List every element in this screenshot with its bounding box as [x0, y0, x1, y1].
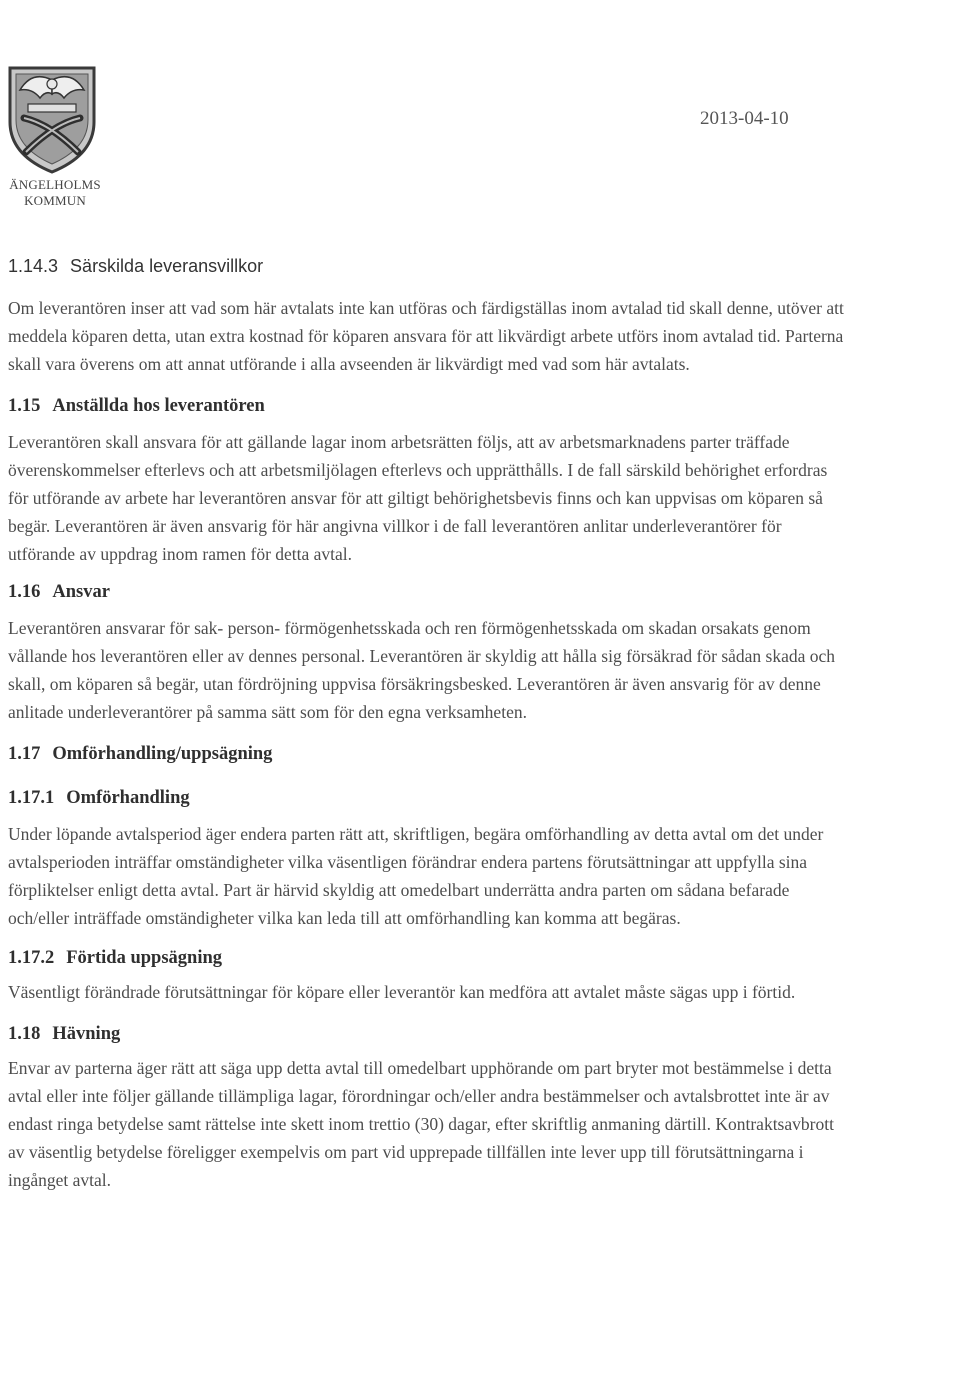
document-date: 2013-04-10 — [700, 108, 789, 129]
section-heading-1-17-2 — [8, 948, 848, 974]
section-title: Ansvar — [52, 582, 110, 602]
section-heading-1-18 — [8, 1024, 848, 1050]
section-title: Omförhandling/uppsägning — [52, 744, 273, 764]
section-number: 1.18 — [8, 1024, 41, 1044]
section-title: Anställda hos leverantören — [52, 396, 265, 416]
section-title: Förtida uppsägning — [66, 948, 223, 968]
section-paragraph-1-14-3: Om leverantören inser att vad som här avtalats inte kan utföras och färdigställas inom avtalad tid skall denne, utöver att meddela köparen detta, utan extra kostnad för köparen ansvara för att likvärdigt arbete utförs inom avtalad tid. Parterna skall vara överens om att annat utförande i alla avseenden är likvärdigt med vad som här avtalats. — [8, 298, 844, 374]
section-heading-1-17 — [8, 744, 848, 772]
section-heading-1-17-1 — [8, 788, 848, 814]
section-number: 1.14.3 — [8, 256, 59, 276]
section-number: 1.15 — [8, 396, 41, 416]
section-paragraph-1-17-2: Väsentligt förändrade förutsättningar för köpare eller leverantör kan medföra att avtalet måste sägas upp i förtid. — [8, 982, 796, 1002]
section-paragraph-1-18: Envar av parterna äger rätt att säga upp detta avtal till omedelbart upphörande om part bryter mot bestämmelse i detta avtal eller inte följer gällande tillämpliga lagar, förordningar och/eller andra bestämmelser och avtalsbrottet inte är av endast ringa betydelse samt rättelse inte skett inom trettio (30) dagar, efter skriftlig anmaning därtill. Kontraktsavbrott av väsentlig betydelse föreligger exempelvis om part vid upprepade tillfällen inte lever upp till förutsättningarna i ingånget avtal. — [8, 1058, 834, 1190]
document-header — [0, 0, 960, 240]
section-heading-1-14-3 — [8, 256, 848, 282]
section-heading-1-15 — [8, 396, 848, 422]
municipality-name-line1: ÄNGELHOLMS — [9, 177, 101, 192]
coat-of-arms-icon — [2, 60, 102, 175]
section-title: Omförhandling — [66, 788, 190, 808]
section-number: 1.17 — [8, 744, 41, 764]
section-title: Hävning — [52, 1024, 121, 1044]
section-paragraph-1-16: Leverantören ansvarar för sak- person- förmögenhetsskada och ren förmögenhetsskada om skadan orsakats genom vållande hos leverantören eller av dennes personal. Leverantören är skyldig att hålla sig försäkrad för sådan skada och skall, om köparen så begär, utan fördröjning uppvisa försäkringsbesked. Leverantören är även ansvarig för av denne anlitade underleverantörer på samma sätt som för den egna verksamheten. — [8, 618, 836, 722]
section-title: Särskilda leveransvillkor — [70, 256, 264, 276]
section-paragraph-1-15: Leverantören skall ansvara för att gällande lagar inom arbetsrätten följs, att av arbetsmarknadens parter träffade överenskommelser efterlevs och att arbetsmiljölagen efterlevs och upprätthålls. I de fall särskild behörighet erfordras för utförande av arbete har leverantören ansvar för att giltigt behörighetsbevis finns och kan uppvisas om köparen så begär. Leverantören är även ansvarig för här angivna villkor i de fall leverantören anlitar underleverantörer för utförande av uppdrag inom ramen för detta avtal. — [8, 432, 828, 564]
municipality-name-line2: KOMMUN — [24, 193, 86, 208]
section-number: 1.17.2 — [8, 948, 55, 968]
document-body — [8, 256, 848, 1194]
section-paragraph-1-17-1: Under löpande avtalsperiod äger endera parten rätt att, skriftligen, begära omförhandling av detta avtal om det under avtalsperioden inträffar omständigheter vilka väsentligen förändrar endera partens förutsättningar att uppfylla sina förpliktelser enligt detta avtal. Part är härvid skyldig att omedelbart underrätta andra parten om sådana befarade och/eller inträffade omständigheter vilka kan leda till att omförhandling kan komma att begäras. — [8, 824, 824, 928]
section-number: 1.16 — [8, 582, 41, 602]
section-heading-1-16 — [8, 582, 848, 610]
municipality-name — [0, 177, 110, 209]
section-number: 1.17.1 — [8, 788, 55, 808]
